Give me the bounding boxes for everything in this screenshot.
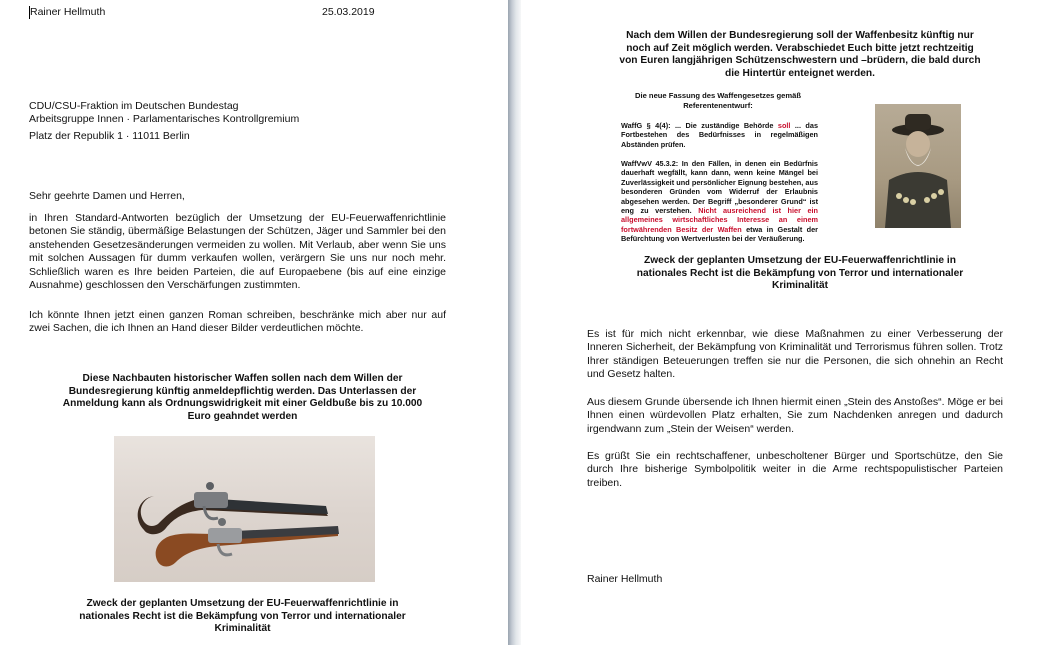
quote-waffvwv-highlight: Nicht ausreichend ist hier ein allgemeines wirtschaftliches Interesse an einem fortwährenden Besitz der Waffen bbox=[621, 206, 818, 234]
caption-zweck: Zweck der geplanten Umsetzung der EU-Feuerwaffenrichtlinie in nationales Recht ist die Bekämpfung von Terror und internationaler Kriminalität bbox=[636, 255, 964, 292]
quote-waffg-text-1: WaffG § 4(4): ... Die zuständige Behörde bbox=[621, 121, 778, 130]
quote-waffg-text-2: ... das Fortbestehen des Bedürfnisses in regelmäßigen Abständen prüfen. bbox=[621, 121, 818, 149]
letter-date: 25.03.2019 bbox=[322, 6, 375, 18]
sender-name: Rainer Hellmuth bbox=[30, 6, 106, 18]
document-page-right[interactable] bbox=[521, 0, 1055, 645]
quote-waffg-highlight: soll bbox=[777, 121, 791, 130]
quote-waffg bbox=[621, 121, 818, 149]
image-caption-top: Diese Nachbauten historischer Waffen sollen nach dem Willen der Bundesregierung künftig anmeldepflichtig werden. Das Unterlassen der Anmeldung kann als Ordnungswidrigkeit mit einer Geldbuße bis zu 10.000 Euro geahndet werden bbox=[62, 373, 423, 422]
document-page-left[interactable] bbox=[0, 0, 508, 645]
recipient-line-2: Arbeitsgruppe Innen · Parlamentarisches Kontrollgremium bbox=[29, 113, 300, 125]
salutation: Sehr geehrte Damen und Herren, bbox=[29, 190, 185, 202]
quote-heading: Die neue Fassung des Waffengesetzes gemäß Referentenentwurf: bbox=[635, 91, 801, 110]
page-divider bbox=[508, 0, 521, 645]
marksman-portrait-photo bbox=[875, 104, 961, 228]
letter-paragraph-2: Ich könnte Ihnen jetzt einen ganzen Roman schreiben, beschränke mich aber nur auf zwei Sachen, die ich Ihnen an Hand dieser Bilder verdeutlichen möchte. bbox=[29, 309, 446, 335]
pistol-lower bbox=[156, 518, 339, 567]
pistols-photo bbox=[114, 436, 375, 582]
image-caption-bottom: Zweck der geplanten Umsetzung der EU-Feuerwaffenrichtlinie in nationales Recht ist die Bekämpfung von Terror und internationaler Kriminalität bbox=[79, 598, 406, 635]
letter-paragraph-4: Aus diesem Grunde übersende ich Ihnen hiermit einen „Stein des Anstoßes“. Möge er bei Ihnen einen würdevollen Platz erhalten, Sie zum Nachdenken anregen und dadurch irgendwann zum „Stein der Weisen“ werden. bbox=[587, 396, 1003, 435]
letter-paragraph-5: Es grüßt Sie ein rechtschaffener, unbescholtener Bürger und Sportschütze, den Sie durch Ihre bisherige Symbolpolitik weiter in die Arme rechtspopulistischer Parteien treiben. bbox=[587, 450, 1003, 489]
recipient-line-1: CDU/CSU-Fraktion im Deutschen Bundestag bbox=[29, 100, 239, 112]
caption-waffenbesitz: Nach dem Willen der Bundesregierung soll der Waffenbesitz künftig nur noch auf Zeit möglich werden. Verabschiedet Euch bitte jetzt rechtzeitig von Euren langjährigen Schützenschwestern und –brüdern, die bald durch die Hintertür enteignet werden. bbox=[619, 30, 981, 79]
letter-paragraph-1: in Ihren Standard-Antworten bezüglich der Umsetzung der EU-Feuerwaffenrichtlinie betonen Sie ständig, übermäßige Belastungen der Schützen, Jäger und Sammler bei den anstehenden Gesetzesänderungen vermeiden zu wollen. Mit Verlaub, aber wenn Sie uns mit solchen Aussagen für dumm verkaufen wollen, verärgern Sie uns nur noch mehr. Schließlich waren es Ihre beiden Parteien, die auf Europaebene (bis auf eine einzige Ausnahme) geschlossen den Verschärfungen zustimmten. bbox=[29, 212, 446, 292]
quote-waffvwv-text-2: etwa in Gestalt der Befürchtung von Wertverlusten bei der Veräußerung. bbox=[621, 224, 818, 244]
quote-waffvwv bbox=[621, 159, 818, 244]
letter-paragraph-3: Es ist für mich nicht erkennbar, wie diese Maßnahmen zu einer Verbesserung der Inneren Sicherheit, der Bekämpfung von Kriminalität und Terrorismus führen sollen. Trotz Ihrer ständigen Beteuerungen treffen sie nur die Personen, die sich ohnehin an Recht und Gesetz halten. bbox=[587, 328, 1003, 381]
pistol-upper bbox=[138, 482, 328, 534]
signature-name: Rainer Hellmuth bbox=[587, 573, 663, 585]
recipient-line-3: Platz der Republik 1 · 11011 Berlin bbox=[29, 130, 190, 142]
quote-waffvwv-text-1: WaffVwV 45.3.2: In den Fällen, in denen ein Bedürfnis dauerhaft wegfällt, kann dann, wenn keine Mängel bei Zuverlässigkeit und persönlicher Eignung bestehen, aus besonderen Gründen vom Widerruf der Erlaubnis abgesehen werden. Der Begriff „besonderer Grund“ ist eng zu verstehen. bbox=[621, 159, 818, 216]
